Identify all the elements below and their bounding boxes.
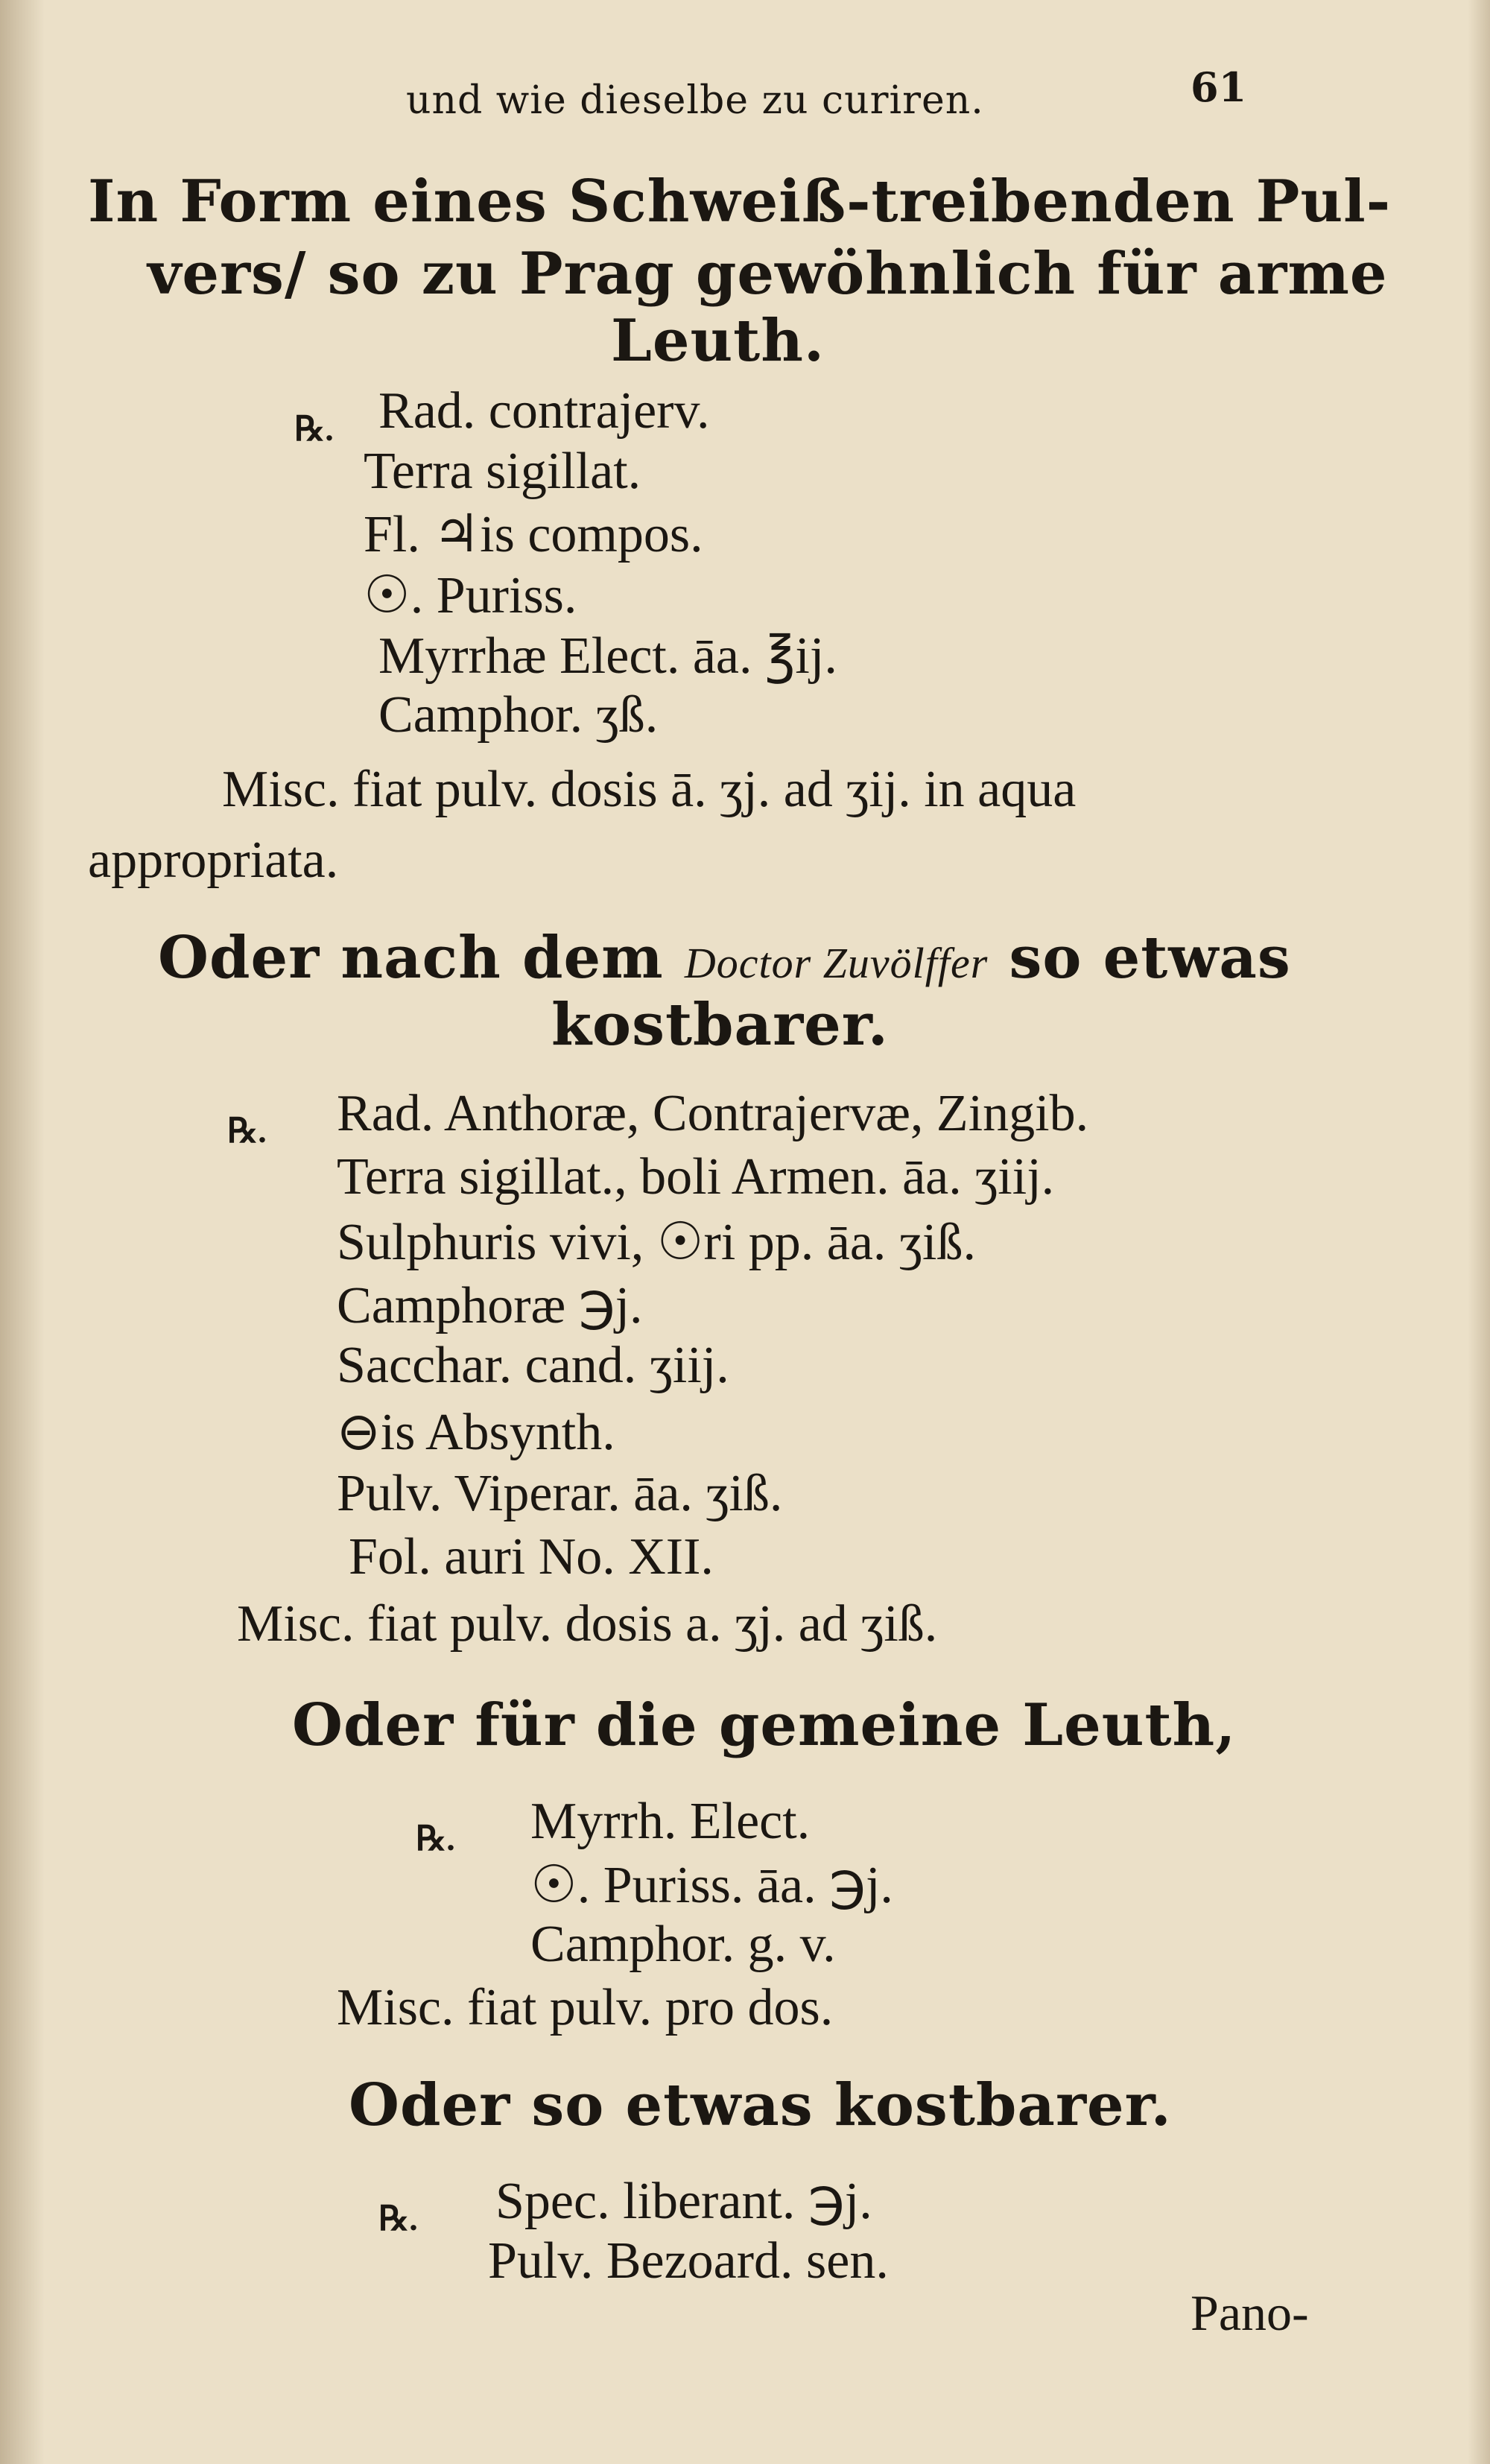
ingredient-line: Terra sigillat. — [364, 443, 641, 500]
section2-heading-prefix: Oder nach dem — [158, 924, 664, 992]
recipe-symbol: ℞. — [294, 410, 334, 448]
page-gutter-shadow — [0, 0, 45, 2464]
ingredient-line: Fol. auri No. XII. — [349, 1528, 714, 1586]
section4-heading: Oder so etwas kostbarer. — [349, 2071, 1172, 2139]
ingredient-line: ⊖is Absynth. — [337, 1404, 615, 1461]
ingredient-line: Camphor. ʒß. — [378, 686, 659, 744]
section1-heading-line3: Leuth. — [611, 307, 825, 375]
ingredient-line: Camphor. g. v. — [530, 1916, 836, 1973]
section2-heading-name: Doctor Zuvölffer — [684, 939, 989, 987]
section1-heading-line1: In Form eines Schweiß-treibenden Pul- — [88, 168, 1392, 235]
catchword: Pano- — [1191, 2284, 1309, 2341]
recipe-symbol: ℞. — [378, 2199, 418, 2237]
ingredient-line: Rad. Anthoræ, Contrajervæ, Zingib. — [337, 1085, 1089, 1142]
ingredient-line: Pulv. Viperar. āa. ʒiß. — [337, 1465, 783, 1522]
section2-heading-line2: kostbarer. — [551, 991, 889, 1059]
section2-heading-line1 — [158, 924, 1291, 992]
dosage-line: Misc. fiat pulv. dosis ā. ʒj. ad ʒij. in aqua — [222, 761, 1077, 818]
ingredient-line: Spec. liberant. ℈j. — [495, 2173, 872, 2230]
page-edge-shadow — [1468, 0, 1490, 2464]
page-number: 61 — [1191, 63, 1247, 111]
recipe-symbol: ℞. — [416, 1820, 455, 1857]
ingredient-line: Myrrhæ Elect. āa. ℥ij. — [378, 627, 837, 685]
ingredient-line: Myrrh. Elect. — [530, 1793, 811, 1850]
running-header: und wie dieselbe zu curiren. — [406, 78, 984, 123]
recipe-symbol: ℞. — [227, 1112, 267, 1150]
dosage-line: Misc. fiat pulv. pro dos. — [337, 1979, 834, 2036]
section3-heading: Oder für die gemeine Leuth, — [292, 1691, 1237, 1759]
section2-heading-suffix: so etwas — [1009, 924, 1291, 992]
ingredient-line: Rad. contrajerv. — [378, 382, 710, 440]
ingredient-line: Terra sigillat., boli Armen. āa. ʒiij. — [337, 1148, 1055, 1206]
dosage-line-continuation: appropriata. — [88, 832, 339, 889]
section1-heading-line2: vers/ so zu Prag gewöhnlich für arme — [148, 240, 1388, 308]
ingredient-line: ☉. Puriss. — [364, 567, 577, 624]
dosage-line: Misc. fiat pulv. dosis a. ʒj. ad ʒiß. — [237, 1595, 938, 1653]
ingredient-line: Sulphuris vivi, ☉ri pp. āa. ʒiß. — [337, 1214, 976, 1271]
ingredient-line: Fl. ♃is compos. — [364, 506, 703, 563]
ingredient-line: Sacchar. cand. ʒiij. — [337, 1337, 729, 1394]
ingredient-line: Camphoræ ℈j. — [337, 1277, 643, 1334]
ingredient-line: Pulv. Bezoard. sen. — [488, 2232, 889, 2290]
ingredient-line: ☉. Puriss. āa. ℈j. — [530, 1857, 893, 1914]
